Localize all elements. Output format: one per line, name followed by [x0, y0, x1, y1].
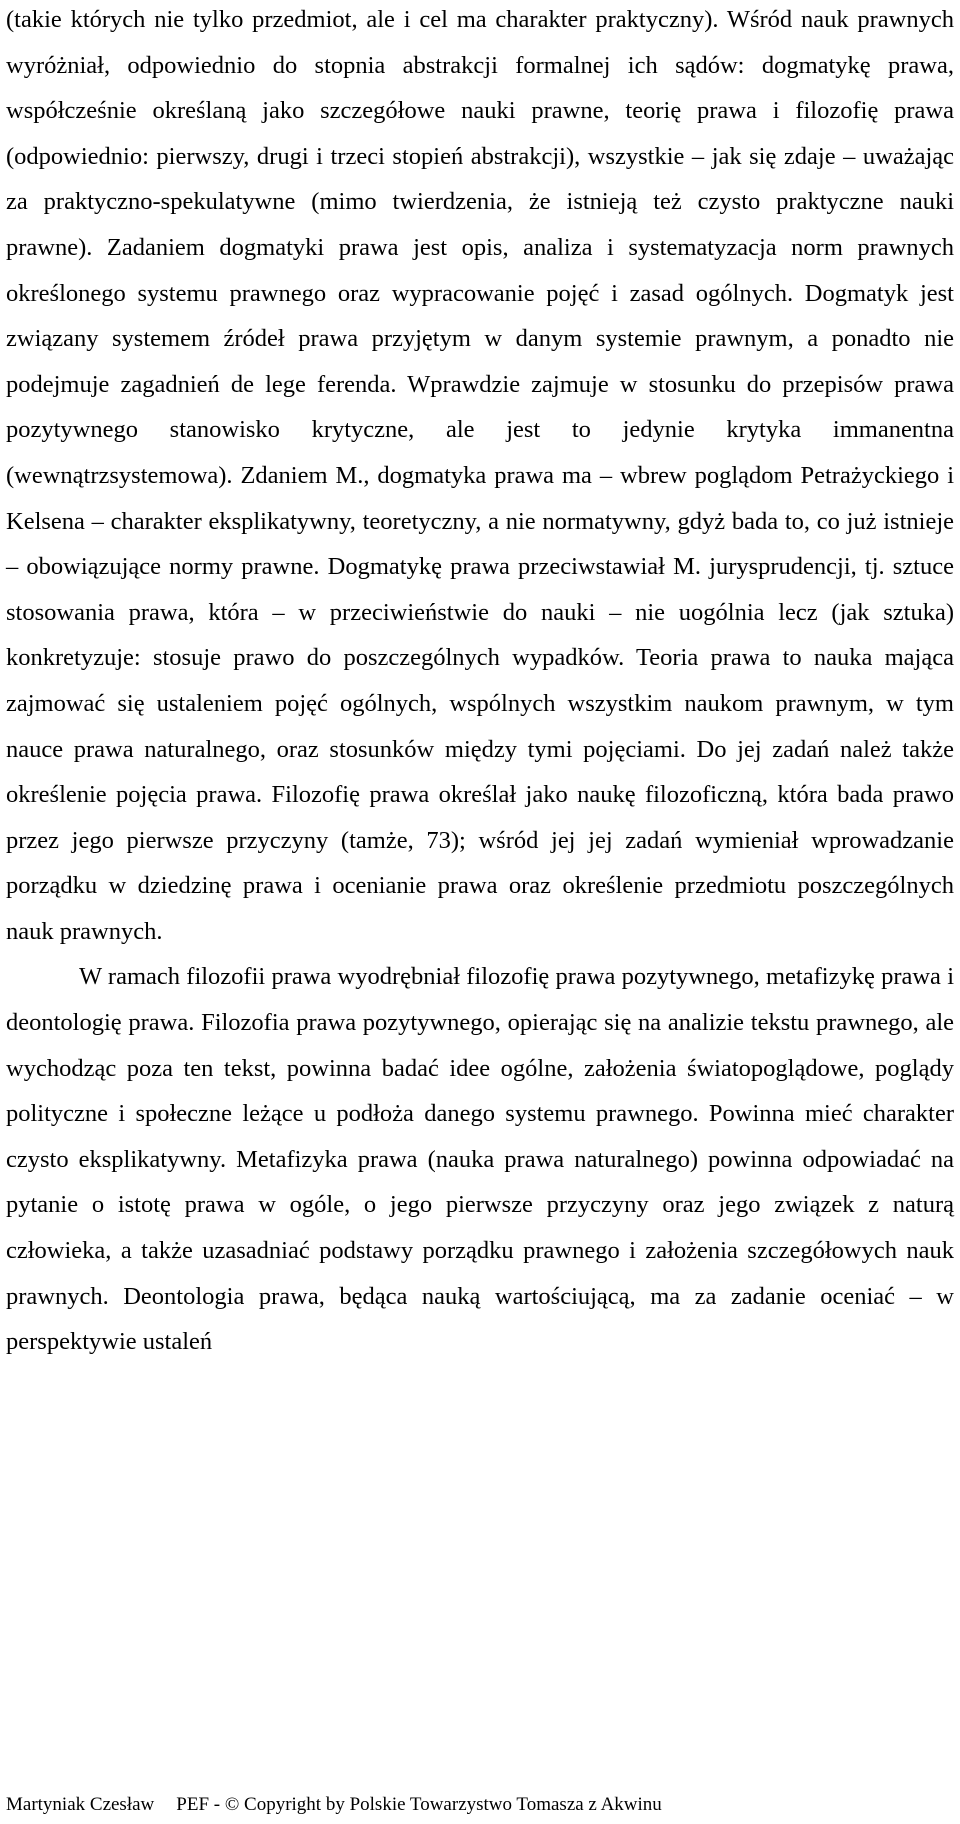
page-footer [6, 1792, 954, 1818]
document-body [6, 0, 954, 1365]
paragraph-1: (takie których nie tylko przedmiot, ale i cel ma charakter praktyczny). Wśród nauk prawnych wyróżniał, odpowiednio do stopnia abstrakcji formalnej ich sądów: dogmatykę prawa, współcześnie określaną jako szczegółowe nauki prawne, teorię prawa i filozofię prawa (odpowiednio: pierwszy, drugi i trzeci stopień abstrakcji), wszystkie – jak się zdaje – uważając za praktyczno-spekulatywne (mimo twierdzenia, że istnieją też czysto praktyczne nauki prawne). Zadaniem dogmatyki prawa jest opis, analiza i systematyzacja norm prawnych określonego systemu prawnego oraz wypracowanie pojęć i zasad ogólnych. Dogmatyk jest związany systemem źródeł prawa przyjętym w danym systemie prawnym, a ponadto nie podejmuje zagadnień de lege ferenda. Wprawdzie zajmuje w stosunku do przepisów prawa pozytywnego stanowisko krytyczne, ale jest to jedynie krytyka immanentna (wewnątrzsystemowa). Zdaniem M., dogmatyka prawa ma – wbrew poglądom Petrażyckiego i Kelsena – charakter eksplikatywny, teoretyczny, a nie normatywny, gdyż bada to, co już istnieje – obowiązujące normy prawne. Dogmatykę prawa przeciwstawiał M. jurysprudencji, tj. sztuce stosowania prawa, która – w przeciwieństwie do nauki – nie uogólnia lecz (jak sztuka) konkretyzuje: stosuje prawo do poszczególnych wypadków. Teoria prawa to nauka mająca zajmować się ustaleniem pojęć ogólnych, wspólnych wszystkim naukom prawnym, w tym nauce prawa naturalnego, oraz stosunków między tymi pojęciami. Do jej zadań należ także określenie pojęcia prawa. Filozofię prawa określał jako naukę filozoficzną, która bada prawo przez jego pierwsze przyczyny (tamże, 73); wśród jej jej zadań wymieniał wprowadzanie porządku w dziedzinę prawa i ocenianie prawa oraz określenie przedmiotu poszczególnych nauk prawnych. [6, 6, 954, 945]
footer-copyright: PEF - © Copyright by Polskie Towarzystwo Tomasza z Akwinu [176, 1794, 662, 1815]
paragraph-2: W ramach filozofii prawa wyodrębniał filozofię prawa pozytywnego, metafizykę prawa i deontologię prawa. Filozofia prawa pozytywnego, opierając się na analizie tekstu prawnego, ale wychodząc poza ten tekst, powinna badać idee ogólne, założenia światopoglądowe, poglądy polityczne i społeczne leżące u podłoża danego systemu prawnego. Powinna mieć charakter czysto eksplikatywny. Metafizyka prawa (nauka prawa naturalnego) powinna odpowiadać na pytanie o istotę prawa w ogóle, o jego pierwsze przyczyny oraz jego związek z naturą człowieka, a także uzasadniać podstawy porządku prawnego i założenia szczegółowych nauk prawnych. Deontologia prawa, będąca nauką wartościującą, ma za zadanie oceniać – w perspektywie ustaleń [6, 963, 954, 1356]
footer-author: Martyniak Czesław [6, 1794, 155, 1815]
